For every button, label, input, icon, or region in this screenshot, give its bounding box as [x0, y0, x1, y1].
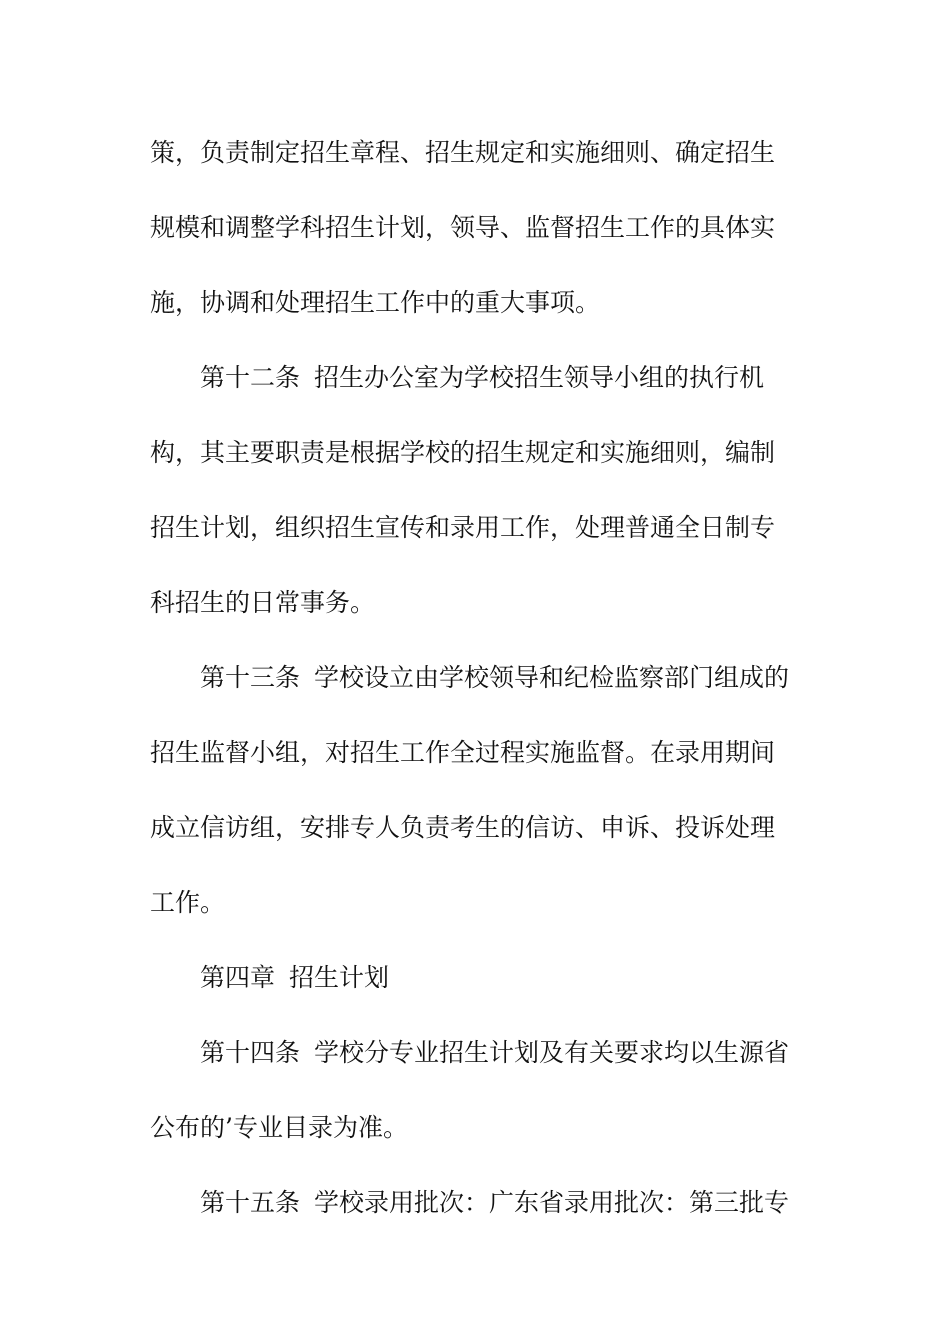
- article-number: 第十五条: [200, 1188, 301, 1217]
- text-line: [150, 790, 810, 865]
- line-text: 规模和调整学科招生计划，领导、监督招生工作的具体实: [150, 213, 776, 242]
- line-text: 招生办公室为学校招生领导小组的执行机: [314, 363, 765, 392]
- chapter-title: 招生计划: [289, 963, 390, 992]
- article-number: 第十三条: [200, 663, 301, 692]
- line-text: 招生计划，组织招生宣传和录用工作，处理普通全日制专: [150, 513, 776, 542]
- text-line: [150, 865, 810, 940]
- article-12-heading-line: [150, 340, 810, 415]
- text-line: [150, 415, 810, 490]
- line-text: 招生监督小组，对招生工作全过程实施监督。在录用期间: [150, 738, 776, 767]
- line-text: 学校录用批次：广东省录用批次：第三批专: [314, 1188, 790, 1217]
- text-line: [150, 265, 810, 340]
- article-15-heading-line: [150, 1165, 810, 1240]
- chapter-heading-line: [150, 940, 810, 1015]
- text-line: [150, 190, 810, 265]
- article-13-heading-line: [150, 640, 810, 715]
- line-text: 工作。: [150, 888, 226, 917]
- line-text: 成立信访组，安排专人负责考生的信访、申诉、投诉处理: [150, 813, 776, 842]
- line-text: 学校设立由学校领导和纪检监察部门组成的: [314, 663, 790, 692]
- text-line: [150, 715, 810, 790]
- chapter-number: 第四章: [200, 963, 276, 992]
- line-text: 策，负责制定招生章程、招生规定和实施细则、确定招生: [150, 138, 776, 167]
- line-text: 学校分专业招生计划及有关要求均以生源省: [314, 1038, 790, 1067]
- article-14-heading-line: [150, 1015, 810, 1090]
- line-text: 公布的’专业目录为准。: [150, 1113, 408, 1142]
- text-line: [150, 1090, 810, 1165]
- document-body: [150, 115, 810, 1240]
- text-line: [150, 565, 810, 640]
- line-text: 施，协调和处理招生工作中的重大事项。: [150, 288, 601, 317]
- text-line: [150, 490, 810, 565]
- article-number: 第十四条: [200, 1038, 301, 1067]
- article-number: 第十二条: [200, 363, 301, 392]
- text-line: [150, 115, 810, 190]
- line-text: 科招生的日常事务。: [150, 588, 376, 617]
- line-text: 构，其主要职责是根据学校的招生规定和实施细则，编制: [150, 438, 776, 467]
